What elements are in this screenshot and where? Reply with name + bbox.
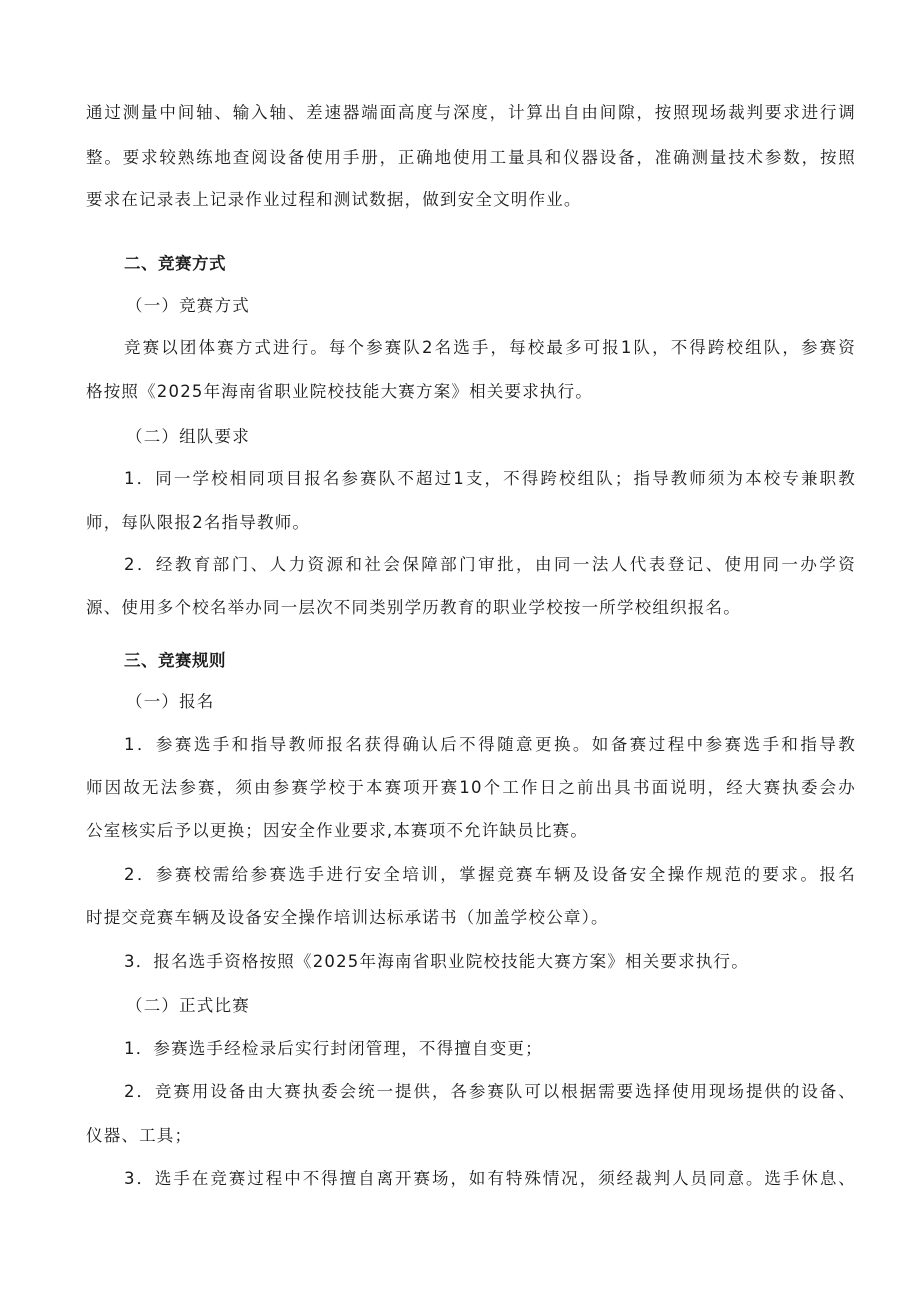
paragraph-line: 要求在记录表上记录作业过程和测试数据，做到安全文明作业。 [86,190,582,209]
paragraph-line: 源、使用多个校名举办同一层次不同类别学历教育的职业学校按一所学校组织报名。 [86,598,741,617]
paragraph-line: 仪器、工具； [86,1126,193,1145]
paragraph-line: 通过测量中间轴、输入轴、差速器端面高度与深度，计算出自由间隙，按照现场裁判要求进行调 [86,103,856,122]
paragraph-line: 2．竞赛用设备由大赛执委会统一提供，各参赛队可以根据需要选择使用现场提供的设备、 [124,1082,856,1101]
paragraph-line: 时提交竞赛车辆及设备安全操作培训达标承诺书（加盖学校公章）。 [86,908,609,927]
subsection-heading: （一）报名 [126,692,215,711]
paragraph-line: 1．同一学校相同项目报名参赛队不超过1支，不得跨校组队；指导教师须为本校专兼职教 [124,469,856,488]
subsection-heading: （一）竞赛方式 [126,296,250,315]
section-heading: 三、竞赛规则 [124,651,226,670]
paragraph-line: 1．参赛选手和指导教师报名获得确认后不得随意更换。如备赛过程中参赛选手和指导教 [124,735,856,754]
paragraph-line: 整。要求较熟练地查阅设备使用手册，正确地使用工量具和仪器设备，准确测量技术参数，按照 [86,148,856,167]
subsection-heading: （二）正式比赛 [126,996,250,1015]
paragraph-line: 竞赛以团体赛方式进行。每个参赛队2名选手，每校最多可报1队，不得跨校组队，参赛资 [124,338,856,357]
paragraph-line: 3．报名选手资格按照《2025年海南省职业院校技能大赛方案》相关要求执行。 [124,952,749,971]
subsection-heading: （二）组队要求 [126,427,250,446]
paragraph-line: 格按照《2025年海南省职业院校技能大赛方案》相关要求执行。 [86,382,593,401]
paragraph-line: 1．参赛选手经检录后实行封闭管理，不得擅自变更； [124,1039,543,1058]
paragraph-line: 2．参赛校需给参赛选手进行安全培训，掌握竞赛车辆及设备安全操作规范的要求。报名 [124,865,856,884]
paragraph-line: 2．经教育部门、人力资源和社会保障部门审批，由同一法人代表登记、使用同一办学资 [124,555,856,574]
paragraph-line: 师因故无法参赛，须由参赛学校于本赛项开赛10个工作日之前出具书面说明，经大赛执委会办 [86,778,856,797]
paragraph-line: 师，每队限报2名指导教师。 [86,513,311,532]
paragraph-line: 3．选手在竞赛过程中不得擅自离开赛场，如有特殊情况，须经裁判人员同意。选手休息、 [124,1169,856,1188]
section-heading: 二、竞赛方式 [124,254,226,273]
paragraph-line: 公室核实后予以更换；因安全作业要求,本赛项不允许缺员比赛。 [86,821,589,840]
